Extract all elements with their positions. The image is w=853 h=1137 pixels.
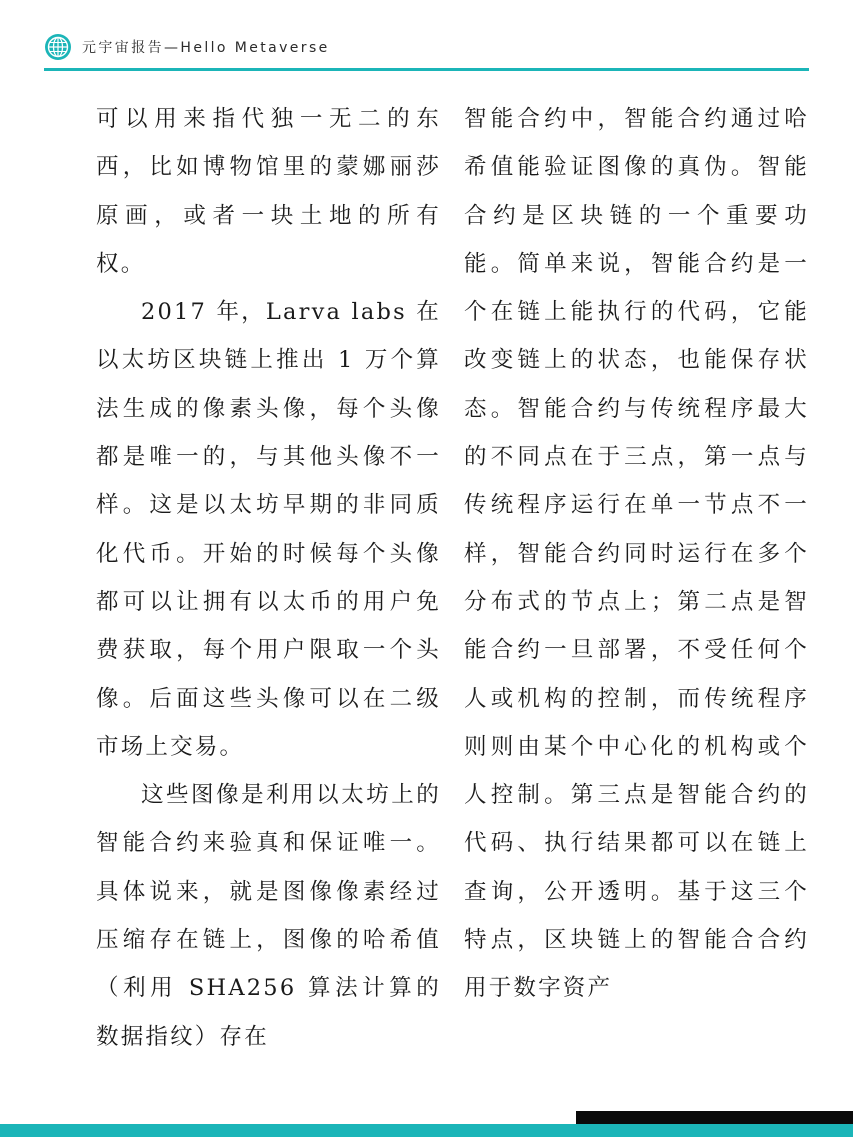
paragraph: 可以用来指代独一无二的东西，比如博物馆里的蒙娜丽莎原画，或者一块土地的所有权。	[96, 106, 441, 277]
left-column	[96, 95, 441, 1061]
header-divider	[44, 68, 809, 71]
header-title: 元宇宙报告—Hello Metaverse	[82, 40, 330, 56]
paragraph: 这些图像是利用以太坊上的智能合约来验真和保证唯一。具体说来，就是图像像素经过压缩存在链上，图像的哈希值（利用 SHA256 算法计算的数据指纹）存在	[96, 782, 441, 1050]
footer-dark-bar	[576, 1111, 853, 1124]
page-header	[44, 32, 330, 62]
footer-teal-bar	[0, 1124, 853, 1137]
right-column	[464, 95, 809, 1013]
paragraph: 2017 年，Larva labs 在以太坊区块链上推出 1 万个算法生成的像素头像，每个头像都是唯一的，与其他头像不一样。这是以太坊早期的非同质化代币。开始的时候每个头像都可以让拥有以太币的用户免费获取，每个用户限取一个头像。后面这些头像可以在二级市场上交易。	[96, 299, 441, 760]
globe-icon	[44, 33, 72, 61]
paragraph: 智能合约中，智能合约通过哈希值能验证图像的真伪。智能合约是区块链的一个重要功能。简单来说，智能合约是一个在链上能执行的代码，它能改变链上的状态，也能保存状态。智能合约与传统程序最大的不同点在于三点，第一点与传统程序运行在单一节点不一样，智能合约同时运行在多个分布式的节点上；第二点是智能合约一旦部署，不受任何个人或机构的控制，而传统程序则则由某个中心化的机构或个人控制。第三点是智能合约的代码、执行结果都可以在链上查询，公开透明。基于这三个特点，区块链上的智能合合约用于数字资产	[464, 106, 809, 1002]
